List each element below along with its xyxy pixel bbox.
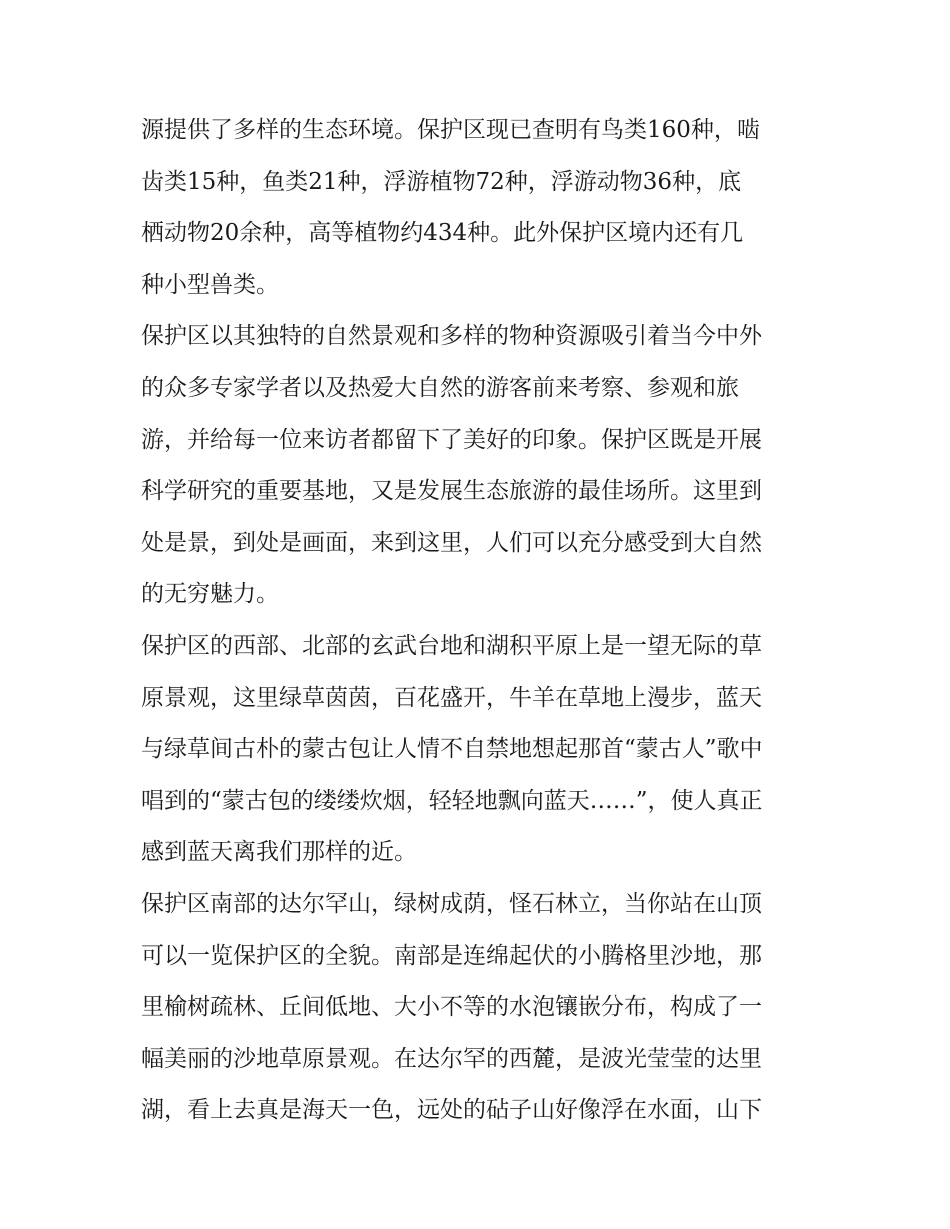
document-body (141, 111, 813, 1143)
paragraph-south (141, 885, 813, 1129)
text-line: 里榆树疏林、丘间低地、大小不等的水泡镶嵌分布，构成了一 (141, 994, 762, 1021)
paragraph-species (141, 111, 813, 304)
text-line: 栖动物20余种，高等植物约434种。此外保护区境内还有几 (141, 220, 744, 247)
text-line: 保护区的西部、北部的玄武台地和湖积平原上是一望无际的草 (141, 632, 762, 659)
paragraph-tourism (141, 317, 813, 613)
text-line: 保护区南部的达尔罕山，绿树成荫，怪石林立，当你站在山顶 (141, 890, 762, 917)
text-line: 唱到的“蒙古包的缕缕炊烟，轻轻地飘向蓝天……”，使人真正 (141, 787, 763, 814)
text-line: 科学研究的重要基地，又是发展生态旅游的最佳场所。这里到 (141, 478, 762, 505)
text-line: 与绿草间古朴的蒙古包让人情不自禁地想起那首“蒙古人”歌中 (141, 736, 763, 763)
text-line: 的无穷魅力。 (141, 581, 279, 608)
text-line: 原景观，这里绿草茵茵，百花盛开，牛羊在草地上漫步，蓝天 (141, 684, 762, 711)
text-line: 保护区以其独特的自然景观和多样的物种资源吸引着当今中外 (141, 323, 762, 350)
text-line: 游，并给每一位来访者都留下了美好的印象。保护区既是开展 (141, 426, 762, 453)
text-line: 种小型兽类。 (141, 271, 279, 298)
text-line: 的众多专家学者以及热爱大自然的游客前来考察、参观和旅 (141, 374, 739, 401)
paragraph-grassland (141, 627, 813, 871)
text-line: 处是景，到处是画面，来到这里，人们可以充分感受到大自然 (141, 529, 762, 556)
text-line: 感到蓝天离我们那样的近。 (141, 839, 417, 866)
text-line: 齿类15种，鱼类21种，浮游植物72种，浮游动物36种，底 (141, 168, 742, 195)
text-line: 可以一览保护区的全貌。南部是连绵起伏的小腾格里沙地，那 (141, 942, 762, 969)
text-line: 源提供了多样的生态环境。保护区现已查明有鸟类160种，啮 (141, 117, 760, 143)
text-line: 湖，看上去真是海天一色，远处的砧子山好像浮在水面，山下 (141, 1097, 762, 1124)
text-line: 幅美丽的沙地草原景观。在达尔罕的西麓，是波光莹莹的达里 (141, 1045, 762, 1072)
